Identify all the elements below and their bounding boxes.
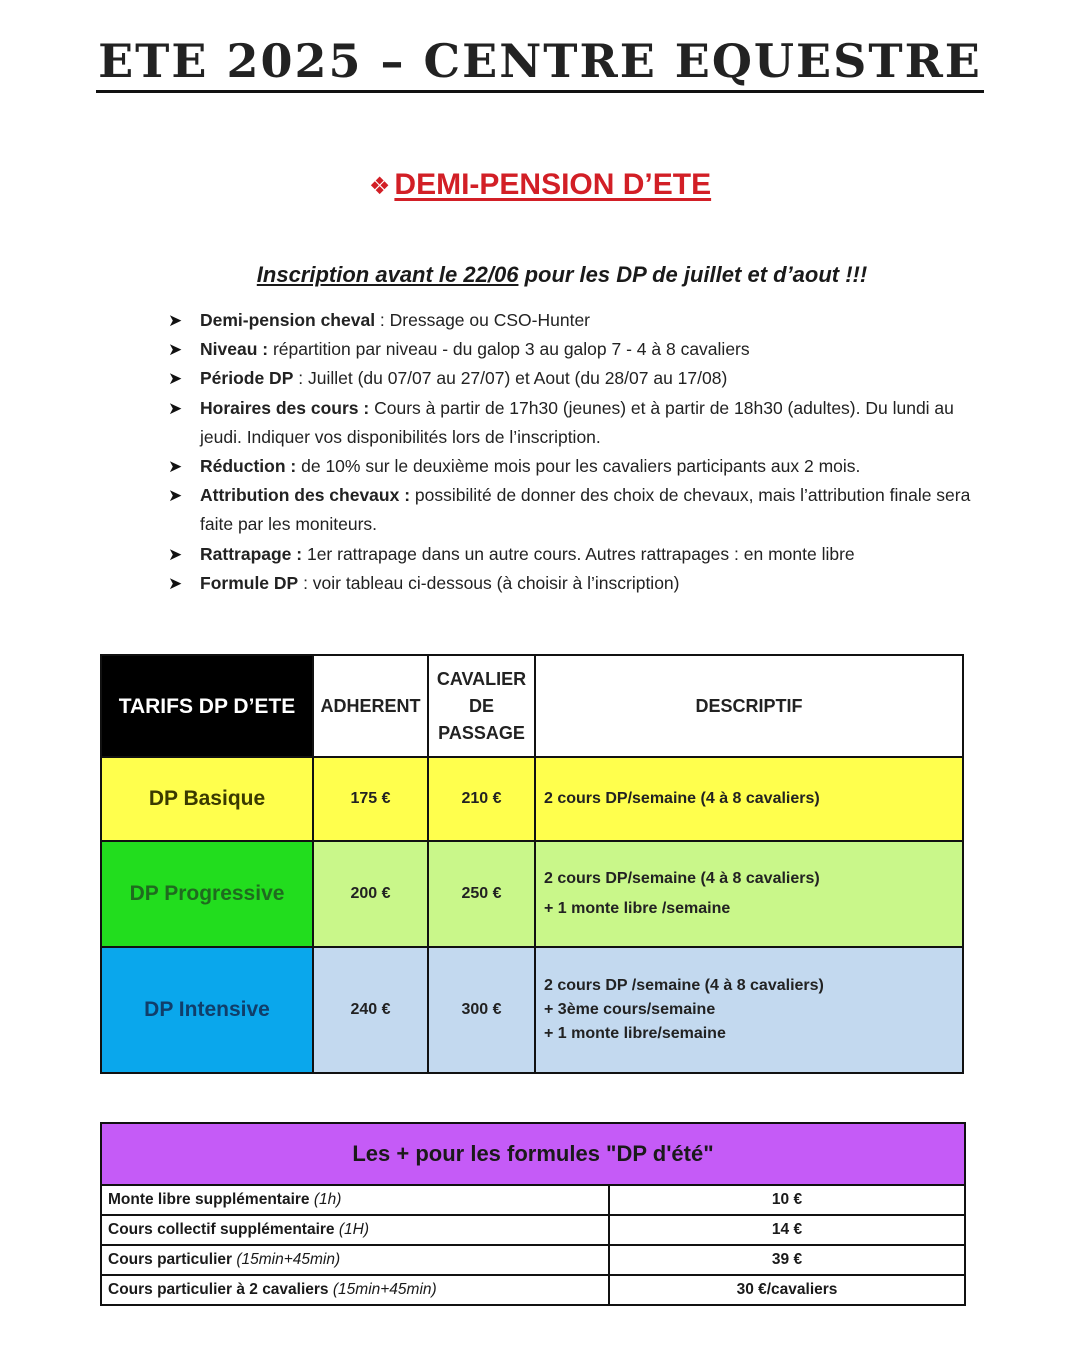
extra-label-text: Monte libre supplémentaire [108,1191,314,1208]
arrow-bullet-icon: ➤ [168,369,183,389]
item-text: : Dressage ou CSO-Hunter [375,310,591,330]
price-passage: 300 € [428,947,535,1073]
item-text: : Juillet (du 07/07 au 27/07) et Aout (du 28/07 au 17/08) [293,368,728,389]
desc-line: 2 cours DP/semaine (4 à 8 cavaliers) [544,870,820,887]
diamond-bullet-icon: ❖ [368,173,391,200]
extra-price: 30 €/cavaliers [609,1275,965,1305]
formula-description [535,947,963,1073]
list-item [166,364,996,393]
arrow-bullet-icon: ➤ [168,544,183,564]
list-item [166,540,996,569]
extra-price: 14 € [609,1215,965,1245]
price-adherent: 240 € [313,947,428,1073]
page-title: ETE 2025 – CENTRE EQUESTRE [96,34,984,93]
table-row [101,757,963,841]
list-item [166,335,996,364]
formula-name: DP Intensive [101,947,313,1073]
formula-name: DP Basique [101,757,313,841]
arrow-bullet-icon: ➤ [168,457,183,477]
tarifs-table [100,654,964,1074]
item-text: 1er rattrapage dans un autre cours. Autres rattrapages : en monte libre [302,543,855,564]
formula-name: DP Progressive [101,841,313,947]
arrow-bullet-icon: ➤ [168,311,183,330]
list-item [166,569,996,598]
extras-title: Les + pour les formules "DP d'été" [101,1123,965,1185]
item-label: Niveau : [200,339,269,360]
table-row [101,1245,965,1275]
subtitle-text: DEMI-PENSION D’ETE [394,168,712,201]
price-adherent: 175 € [313,757,428,841]
extra-label-text: Cours collectif supplémentaire [108,1221,339,1238]
notice-deadline: Inscription avant le 22/06 [256,262,519,287]
extra-label [101,1275,609,1305]
item-label: Rattrapage : [200,543,303,564]
arrow-bullet-icon: ➤ [168,486,183,506]
header-tarifs: TARIFS DP D’ETE [101,655,313,757]
extra-duration: (15min+45min) [332,1281,437,1298]
item-label: Attribution des chevaux : [200,485,411,506]
header-descriptif: DESCRIPTIF [535,655,963,757]
list-item [166,481,996,539]
table-header-row [101,655,963,757]
item-label: Réduction : [200,456,297,477]
extra-price: 10 € [609,1185,965,1215]
price-adherent: 200 € [313,841,428,947]
list-item [166,306,996,335]
item-text: : voir tableau ci-dessous (à choisir à l’inscription) [298,572,680,593]
extras-table [100,1122,966,1306]
extras-header-row [101,1123,965,1185]
extra-label [101,1185,609,1215]
list-item [166,394,996,452]
formula-description [535,841,963,947]
extra-duration: (1h) [313,1191,342,1208]
list-item [166,452,996,481]
header-adherent: ADHERENT [313,655,428,757]
header-passage: CAVALIER DE PASSAGE [428,655,535,757]
info-list [166,306,996,598]
desc-line: + 1 monte libre /semaine [544,900,731,917]
desc-line: + 1 monte libre/semaine [544,1025,726,1042]
notice-rest: pour les DP de juillet et d’aout !!! [518,262,868,287]
item-label: Demi-pension cheval [200,310,376,330]
extra-duration: (15min+45min) [236,1251,341,1268]
price-passage: 250 € [428,841,535,947]
item-text: possibilité de donner des choix de chevaux, mais l’attribution finale sera faite par les moniteurs. [200,485,971,535]
item-label: Formule DP [200,572,299,593]
item-text: répartition par niveau - du galop 3 au galop 7 - 4 à 8 cavaliers [268,339,750,360]
arrow-bullet-icon: ➤ [168,398,183,418]
extra-price: 39 € [609,1245,965,1275]
table-row [101,947,963,1073]
table-row [101,841,963,947]
item-label: Horaires des cours : [200,397,370,418]
registration-notice [0,262,1080,288]
price-passage: 210 € [428,757,535,841]
item-label: Période DP [200,368,294,389]
table-row [101,1185,965,1215]
table-row [101,1215,965,1245]
extra-label [101,1215,609,1245]
extra-duration: (1H) [338,1221,369,1238]
formula-description [535,757,963,841]
extra-label-text: Cours particulier à 2 cavaliers [108,1281,333,1298]
section-subtitle [0,168,1080,202]
desc-line: 2 cours DP /semaine (4 à 8 cavaliers) [544,977,824,994]
desc-line: 2 cours DP/semaine (4 à 8 cavaliers) [544,790,820,807]
item-text: de 10% sur le deuxième mois pour les cavaliers participants aux 2 mois. [296,456,861,477]
page-title-block [0,34,1080,88]
arrow-bullet-icon: ➤ [168,573,183,593]
desc-line: + 3ème cours/semaine [544,1001,716,1018]
table-row [101,1275,965,1305]
extra-label [101,1245,609,1275]
extra-label-text: Cours particulier [108,1251,237,1268]
item-text: Cours à partir de 17h30 (jeunes) et à partir de 18h30 (adultes). Du lundi au jeudi. Indiquer vos disponibilités lors de l’inscription. [200,397,954,447]
arrow-bullet-icon: ➤ [168,340,183,360]
